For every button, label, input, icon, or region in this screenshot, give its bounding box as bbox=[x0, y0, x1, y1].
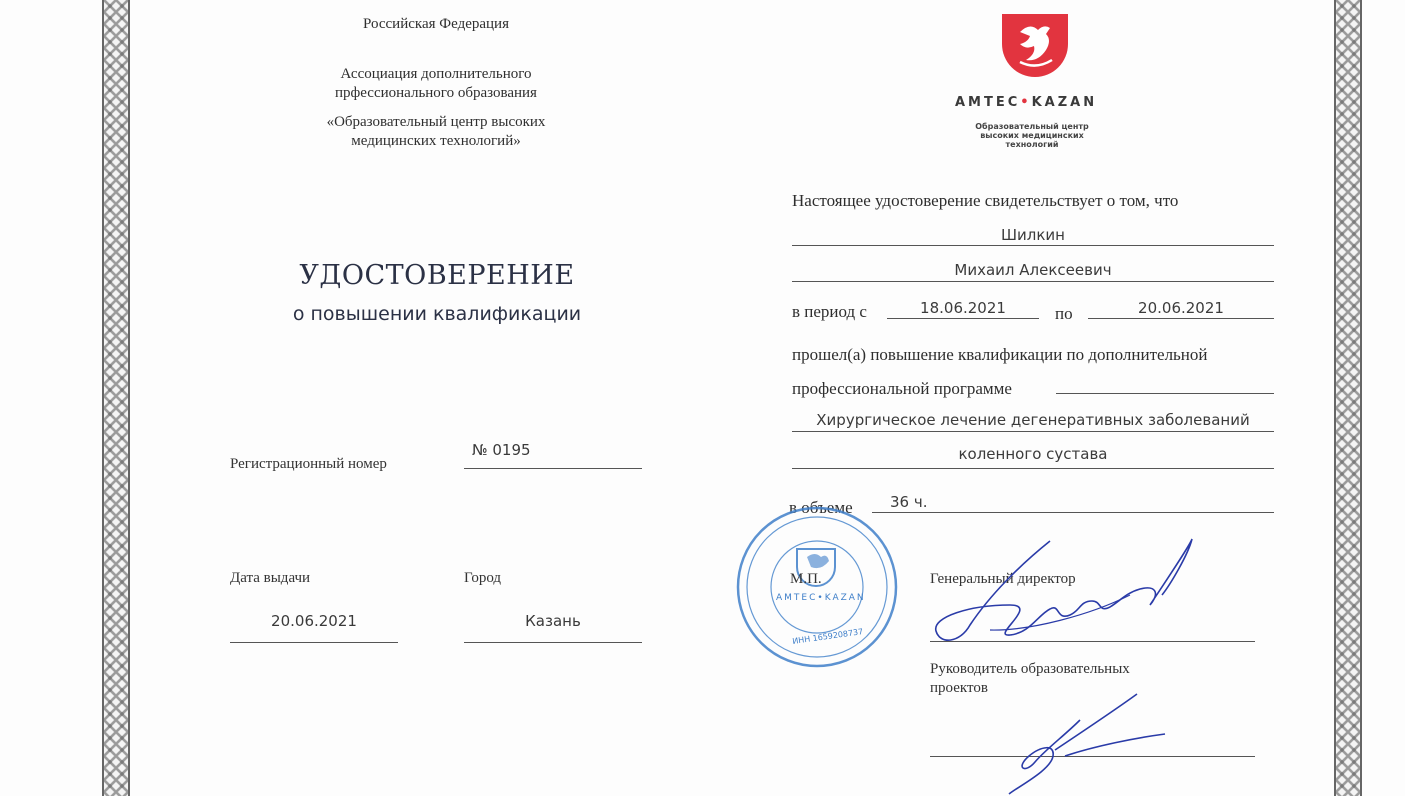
period-from-label: в период с bbox=[792, 302, 867, 321]
logo-subtitle-3: технологий bbox=[1005, 140, 1059, 149]
certificate-intro: Настоящее удостоверение свидетельствует о том, что bbox=[792, 191, 1179, 210]
director-signature bbox=[930, 535, 1200, 655]
dragon-shield-icon bbox=[990, 10, 1080, 82]
logo-subtitle-1: Образовательный центр bbox=[975, 122, 1089, 131]
logo-brand-right: KAZAN bbox=[1031, 95, 1098, 110]
issue-date-underline bbox=[230, 642, 398, 643]
country-name: Российская Федерация bbox=[363, 16, 509, 32]
left-decorative-border bbox=[102, 0, 130, 796]
logo-dot-icon: • bbox=[1020, 95, 1032, 110]
program-passed-line-1: прошел(а) повышение квалификации по дополнительной bbox=[792, 345, 1208, 364]
recipient-name: Михаил Алексеевич bbox=[954, 261, 1112, 279]
city-underline bbox=[464, 642, 642, 643]
projects-head-label-2: проектов bbox=[930, 680, 988, 696]
center-name-line-2: медицинских технологий» bbox=[351, 133, 521, 149]
program-name-line-1: Хирургическое лечение дегенеративных заболеваний bbox=[816, 411, 1250, 429]
period-from-underline bbox=[887, 318, 1039, 319]
association-line-1: Ассоциация дополнительного bbox=[340, 66, 532, 82]
city-value: Казань bbox=[525, 612, 581, 630]
period-from-value: 18.06.2021 bbox=[920, 299, 1006, 317]
amtec-kazan-logo bbox=[990, 10, 1080, 82]
program-passed-line-2: профессиональной программе bbox=[792, 379, 1012, 398]
registration-underline bbox=[464, 468, 642, 469]
right-decorative-border bbox=[1334, 0, 1362, 796]
document-title: УДОСТОВЕРЕНИЕ bbox=[299, 260, 575, 291]
program-name-line-2: коленного сустава bbox=[958, 445, 1108, 463]
recipient-surname: Шилкин bbox=[1001, 226, 1065, 244]
registration-label: Регистрационный номер bbox=[230, 456, 387, 472]
program-line-2-underline bbox=[792, 468, 1274, 469]
issue-date-label: Дата выдачи bbox=[230, 570, 311, 586]
handwritten-signature-2-icon bbox=[995, 690, 1175, 796]
issue-date-value: 20.06.2021 bbox=[271, 612, 357, 630]
program-label-underline bbox=[1056, 393, 1274, 394]
stamp-place-label: М.П. bbox=[790, 571, 822, 587]
projects-head-label-1: Руководитель образовательных bbox=[930, 661, 1130, 677]
registration-number: № 0195 bbox=[472, 441, 531, 459]
logo-subtitle-2: высоких медицинских bbox=[980, 131, 1084, 140]
volume-underline bbox=[872, 512, 1274, 513]
name-underline bbox=[792, 281, 1274, 282]
handwritten-signature-icon bbox=[930, 535, 1200, 655]
period-to-value: 20.06.2021 bbox=[1138, 299, 1224, 317]
volume-label: в объеме bbox=[789, 498, 853, 517]
volume-value: 36 ч. bbox=[890, 493, 928, 511]
stamp-inn: ИНН 1659208737 bbox=[791, 627, 864, 646]
logo-brand-left: AMTEC bbox=[955, 95, 1021, 110]
projects-head-signature bbox=[995, 690, 1175, 796]
center-name-line-1: «Образовательный центр высоких bbox=[326, 114, 546, 130]
association-line-2: прфессионального образования bbox=[335, 85, 537, 101]
stamp-brand: AMTEC•KAZAN bbox=[776, 593, 866, 603]
program-line-1-underline bbox=[792, 431, 1274, 432]
city-label: Город bbox=[464, 570, 502, 586]
surname-underline bbox=[792, 245, 1274, 246]
period-to-label: по bbox=[1055, 304, 1073, 323]
period-to-underline bbox=[1088, 318, 1274, 319]
document-subtitle: о повышении квалификации bbox=[292, 303, 582, 325]
director-label: Генеральный директор bbox=[930, 571, 1076, 587]
logo-brand-text bbox=[955, 95, 1097, 110]
